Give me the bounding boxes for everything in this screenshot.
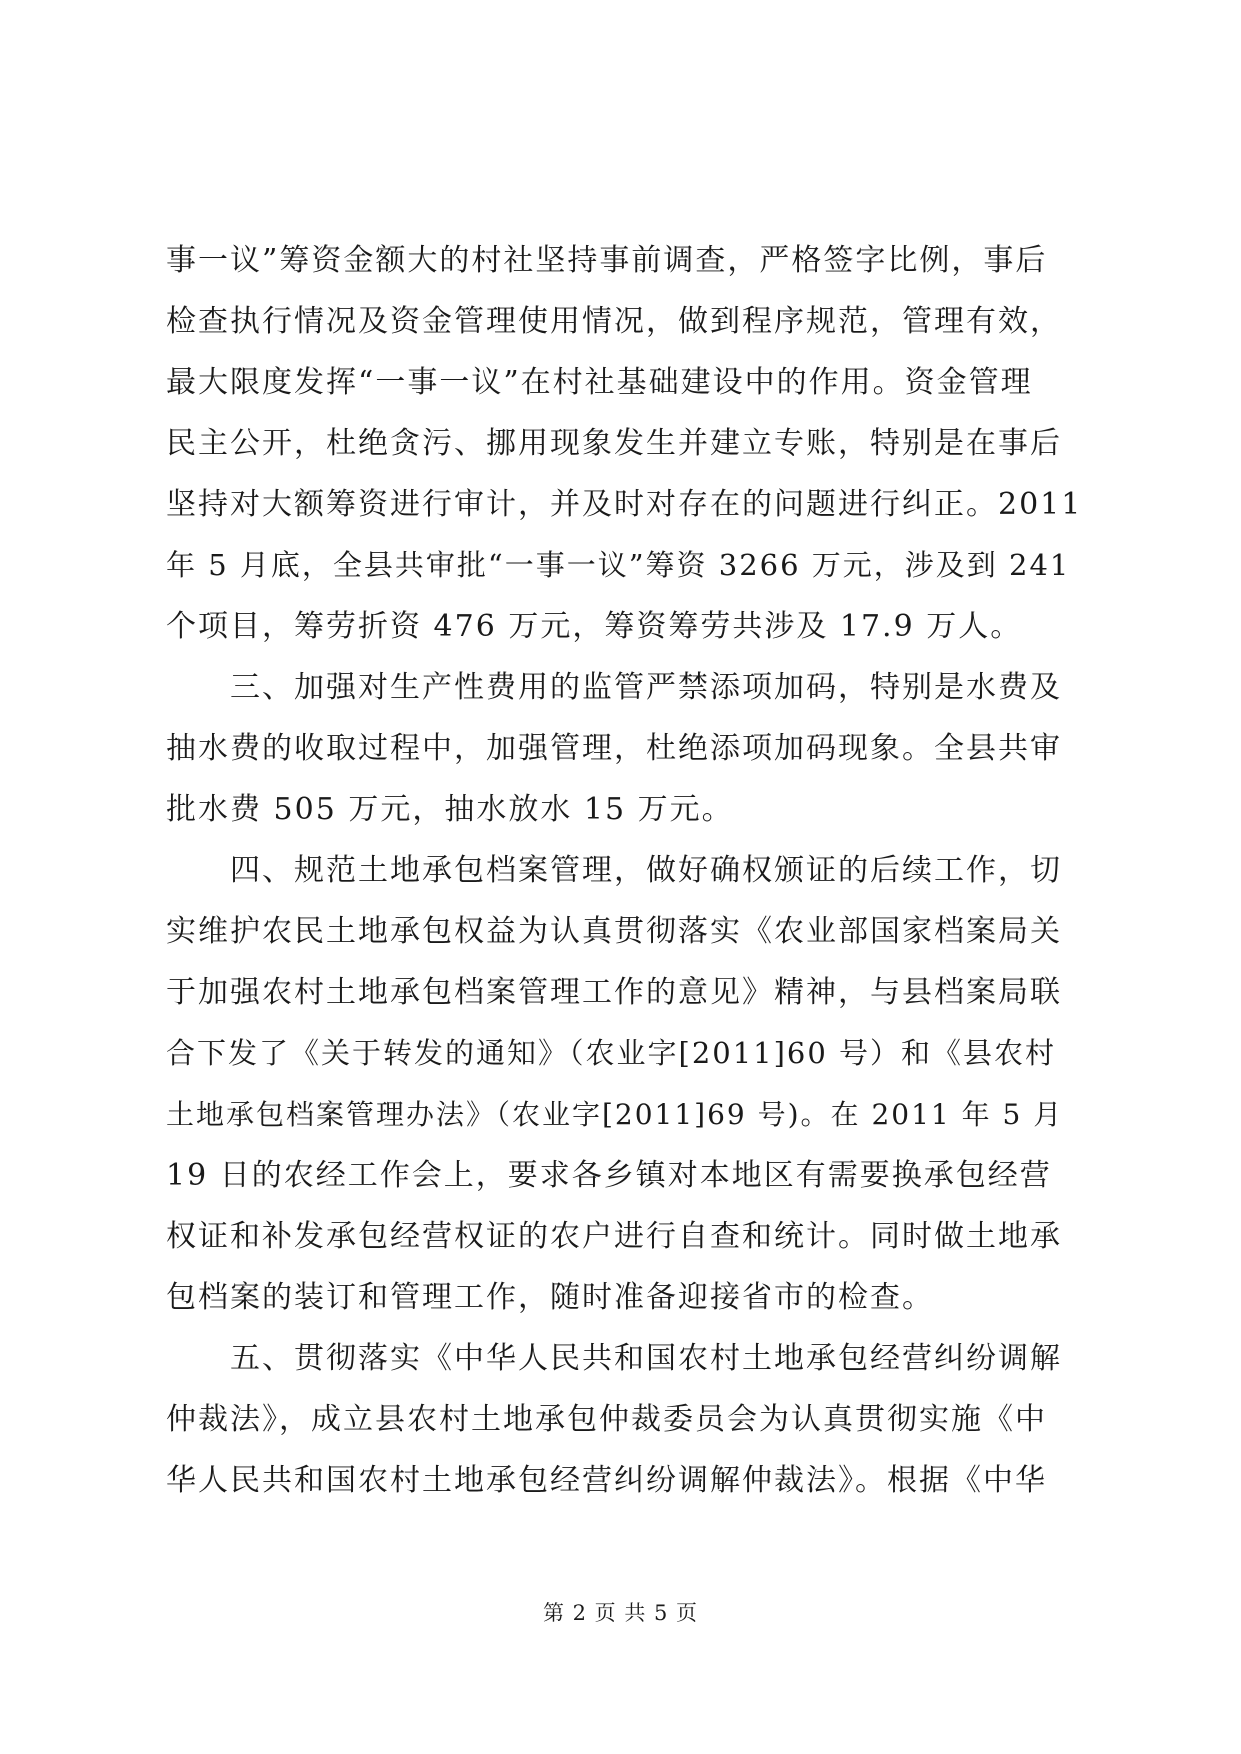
text-line: 坚持对大额筹资进行审计，并及时对存在的问题进行纠正。2011	[166, 487, 1083, 522]
paragraph-section-five	[166, 1328, 1082, 1511]
text-line: 华人民共和国农村土地承包经营纠纷调解仲裁法》。根据《中华	[166, 1463, 1047, 1498]
paragraph-section-three	[166, 657, 1082, 840]
text-line: 民主公开，杜绝贪污、挪用现象发生并建立专账，特别是在事后	[166, 426, 1062, 461]
text-line: 个项目，筹劳折资 476 万元，筹资筹劳共涉及 17.9 万人。	[166, 609, 1023, 644]
page-number-footer: 第 2 页 共 5 页	[542, 1601, 699, 1625]
text-line: 于加强农村土地承包档案管理工作的意见》精神，与县档案局联	[166, 975, 1062, 1010]
text-line: 四、规范土地承包档案管理，做好确权颁证的后续工作，切	[230, 853, 1062, 888]
text-line: 批水费 505 万元，抽水放水 15 万元。	[166, 792, 734, 827]
text-line: 抽水费的收取过程中，加强管理，杜绝添项加码现象。全县共审	[166, 731, 1062, 766]
text-line: 检查执行情况及资金管理使用情况，做到程序规范，管理有效，	[166, 304, 1062, 339]
text-line: 三、加强对生产性费用的监管严禁添项加码，特别是水费及	[230, 670, 1062, 705]
text-line: 19 日的农经工作会上，要求各乡镇对本地区有需要换承包经营	[166, 1158, 1052, 1193]
text-line: 年 5 月底，全县共审批“一事一议”筹资 3266 万元，涉及到 241	[166, 548, 1071, 582]
text-line: 实维护农民土地承包权益为认真贯彻落实《农业部国家档案局关	[166, 914, 1062, 949]
text-line: 权证和补发承包经营权证的农户进行自查和统计。同时做土地承	[166, 1219, 1062, 1254]
text-line: 事一议”筹资金额大的村社坚持事前调查，严格签字比例，事后	[166, 243, 1048, 278]
text-line: 最大限度发挥“一事一议”在村社基础建设中的作用。资金管理	[166, 365, 1033, 400]
document-body	[166, 230, 1082, 1511]
text-line: 合下发了《关于转发的通知》（农业字[2011]60 号）和《县农村	[166, 1036, 1057, 1070]
text-line: 包档案的装订和管理工作，随时准备迎接省市的检查。	[166, 1280, 934, 1315]
paragraph-section-four	[166, 840, 1082, 1328]
text-line: 五、贯彻落实《中华人民共和国农村土地承包经营纠纷调解	[230, 1341, 1062, 1376]
paragraph-funding	[166, 230, 1082, 657]
text-line: 仲裁法》，成立县农村土地承包仲裁委员会为认真贯彻实施《中	[166, 1402, 1047, 1437]
text-line: 土地承包档案管理办法》（农业字[2011]69 号)。在 2011 年 5 月	[166, 1098, 1064, 1131]
